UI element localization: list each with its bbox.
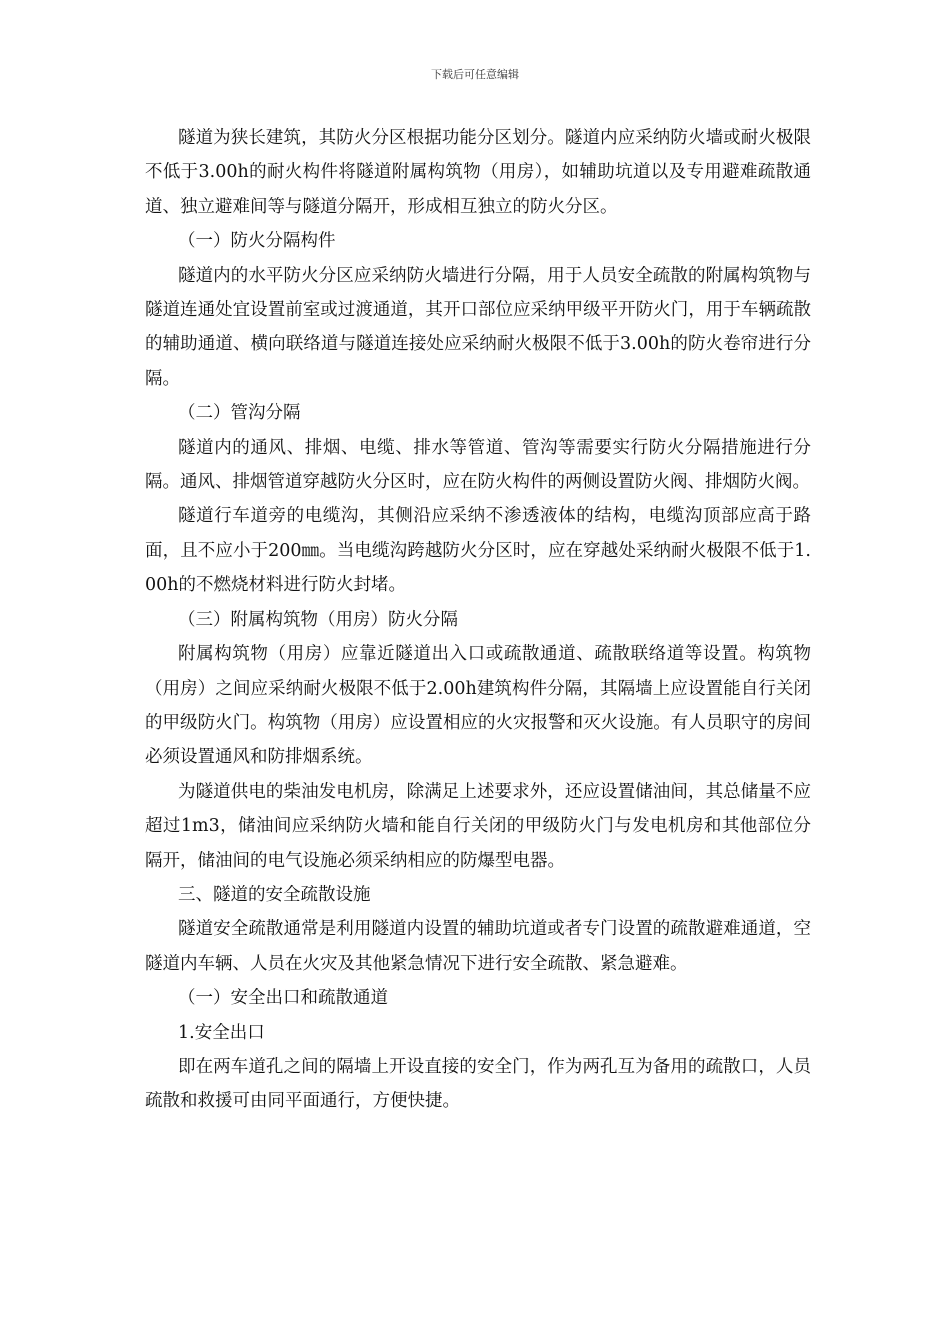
page-header-note: 下载后可任意编辑 (431, 68, 519, 81)
heading-exits-and-passages: （一）安全出口和疏散通道 (178, 988, 388, 1009)
heading-fire-separation-components: （一）防火分隔构件 (178, 231, 336, 252)
heading-safety-exit: 1.安全出口 (178, 1022, 265, 1043)
paragraph-fire-separation-components: 隧道内的水平防火分区应采纳防火墙进行分隔，用于人员安全疏散的附属构筑物与隧道连通处宜设置前室或过渡通道，其开口部位应采纳甲级平开防火门，用于车辆疏散的辅助通道、横向联络道与隧道连接处应采纳耐火极限不低于3.00h的防火卷帘进行分隔。 (145, 265, 811, 389)
document-body (145, 121, 811, 1119)
paragraph-cable-trench: 隧道行车道旁的电缆沟，其侧沿应采纳不渗透液体的结构，电缆沟顶部应高于路面，且不应小于200㎜。当电缆沟跨越防火分区时，应在穿越处采纳耐火极限不低于1.00h的不燃烧材料进行防火封堵。 (145, 506, 811, 596)
paragraph-auxiliary-structures: 附属构筑物（用房）应靠近隧道出入口或疏散通道、疏散联络道等设置。构筑物（用房）之间应采纳耐火极限不低于2.00h建筑构件分隔，其隔墙上应设置能自行关闭的甲级防火门。构筑物（用房）应设置相应的火灾报警和灭火设施。有人员职守的房间必须设置通风和防排烟系统。 (145, 644, 811, 768)
paragraph-fire-compartment-intro: 隧道为狭长建筑，其防火分区根据功能分区划分。隧道内应采纳防火墙或耐火极限不低于3.00h的耐火构件将隧道附属构筑物（用房），如辅助坑道以及专用避难疏散通道、独立避难间等与隧道分隔开，形成相互独立的防火分区。 (145, 128, 811, 217)
paragraph-safe-evacuation: 隧道安全疏散通常是利用隧道内设置的辅助坑道或者专门设置的疏散避难通道，空隧道内车辆、人员在火灾及其他紧急情况下进行安全疏散、紧急避难。 (145, 919, 811, 974)
paragraph-duct-separation: 隧道内的通风、排烟、电缆、排水等管道、管沟等需要实行防火分隔措施进行分隔。通风、排烟管道穿越防火分区时，应在防火构件的两侧设置防火阀、排烟防火阀。 (145, 437, 811, 493)
paragraph-diesel-generator-room: 为隧道供电的柴油发电机房，除满足上述要求外，还应设置储油间，其总储量不应超过1m3，储油间应采纳防火墙和能自行关闭的甲级防火门与发电机房和其他部位分隔开，储油间的电气设施必须采纳相应的防爆型电器。 (145, 781, 811, 871)
heading-auxiliary-structures: （三）附属构筑物（用房）防火分隔 (178, 609, 458, 630)
heading-safe-evacuation: 三、隧道的安全疏散设施 (178, 884, 371, 905)
heading-duct-separation: （二）管沟分隔 (178, 403, 301, 424)
paragraph-safety-exit: 即在两车道孔之间的隔墙上开设直接的安全门，作为两孔互为备用的疏散口，人员疏散和救援可由同平面通行，方便快捷。 (145, 1056, 811, 1112)
